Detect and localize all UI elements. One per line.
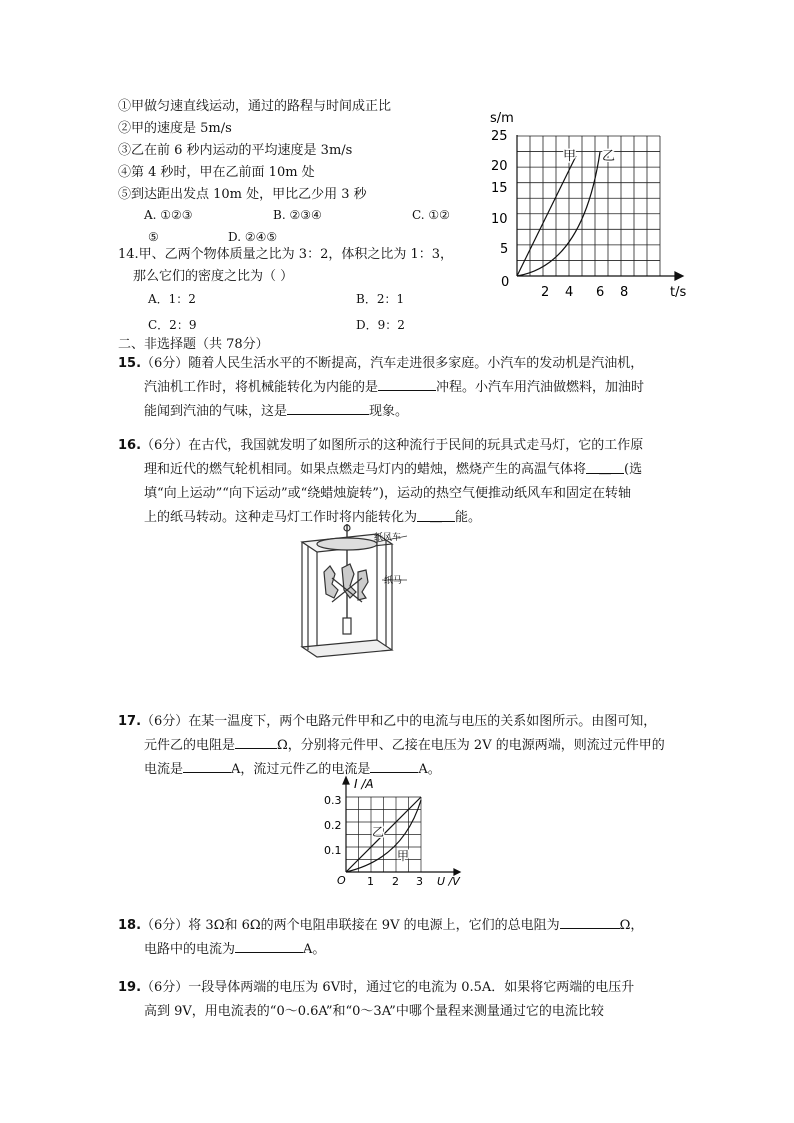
- q17-text-5: A，流过元件乙的电流是: [231, 762, 371, 777]
- q14-line2: 那么它们的密度之比为（ ）: [133, 269, 294, 284]
- q15-blank-1[interactable]: [378, 376, 436, 391]
- option-c-continued: ⑤: [148, 230, 159, 244]
- y-tick-0-2: 0.2: [324, 819, 342, 832]
- q17-text-1: （6分）在某一温度下，两个电路元件甲和乙中的电流与电压的关系如图所示。由图可知，: [141, 714, 657, 729]
- q19-number: 19.: [118, 980, 142, 995]
- graph1-origin: 0: [501, 275, 510, 290]
- x-tick-3: 3: [416, 875, 423, 888]
- graph2-origin: O: [337, 874, 346, 887]
- q15-number: 15.: [118, 356, 142, 371]
- graph2-label-jia: 甲: [397, 849, 410, 863]
- x-tick-4: 4: [565, 285, 574, 300]
- graph2-y-arrow: [343, 777, 349, 784]
- q16-blank-2[interactable]: ___: [417, 507, 455, 522]
- q15-text-4: 能闻到汽油的气味，这是: [144, 404, 288, 419]
- q14-option-b[interactable]: B．2：1: [356, 292, 405, 306]
- current-voltage-graph: [318, 774, 468, 892]
- y-tick-5: 5: [500, 242, 509, 257]
- graph1-x-arrow: [675, 272, 683, 280]
- graph1-label-yi: 乙: [602, 149, 616, 164]
- graph1-grid: [517, 136, 660, 276]
- q14-line1: 14.甲、乙两个物体质量之比为 3：2，体积之比为 1：3，: [118, 247, 454, 262]
- q18-text-2: Ω，: [619, 918, 644, 933]
- graph1-x-label: t/s: [670, 285, 687, 300]
- label-paper-horse: 纸马: [384, 576, 403, 586]
- statement-1: ①甲做匀速直线运动，通过的路程与时间成正比: [118, 99, 392, 114]
- statement-3: ③乙在前 6 秒内运动的平均速度是 3m/s: [118, 143, 353, 158]
- q18-number: 18.: [118, 918, 142, 933]
- q15: [118, 352, 678, 424]
- q17-text-2: 元件乙的电阻是: [144, 738, 236, 753]
- option-b[interactable]: B. ②③④: [273, 208, 322, 222]
- option-a[interactable]: A. ①②③: [144, 208, 193, 222]
- x-tick-6: 6: [596, 285, 605, 300]
- y-tick-10: 10: [491, 212, 508, 227]
- section-2-heading: 二、非选择题（共 78分）: [118, 337, 269, 352]
- x-tick-1: 1: [367, 875, 374, 888]
- statement-2: ②甲的速度是 5m/s: [118, 121, 232, 136]
- x-tick-8: 8: [620, 285, 629, 300]
- statement-4: ④第 4 秒时，甲在乙前面 10m 处: [118, 165, 315, 180]
- q18: [118, 914, 678, 962]
- q15-text-5: 现象。: [369, 404, 409, 419]
- graph1-y-label: s/m: [490, 111, 514, 126]
- q16-number: 16.: [118, 438, 142, 453]
- q19: [118, 976, 678, 1024]
- q14-option-c[interactable]: C．2：9: [148, 318, 197, 332]
- y-tick-0-3: 0.3: [324, 794, 342, 807]
- q15-blank-2[interactable]: [287, 400, 369, 415]
- q17-text-3: Ω，分别将元件甲、乙接在电压为 2V 的电源两端，则流过元件甲的: [277, 738, 665, 753]
- q17-text-4: 电流是: [144, 762, 184, 777]
- q16-text-3: (选: [624, 462, 643, 477]
- q19-text-1: （6分）一段导体两端的电压为 6V时，通过它的电流为 0.5A．如果将它两端的电压升: [141, 980, 635, 995]
- q18-blank-1[interactable]: [560, 914, 620, 929]
- paper-windmill: [317, 538, 377, 550]
- graph2-x-label: U /V: [437, 875, 460, 888]
- q15-text-1: （6分）随着人民生活水平的不断提高，汽车走进很多家庭。小汽车的发动机是汽油机，: [141, 356, 644, 371]
- candle: [343, 618, 351, 634]
- q16: [118, 434, 678, 530]
- line-jia: [517, 156, 576, 276]
- option-d[interactable]: D. ②④⑤: [228, 230, 278, 244]
- q17-text-6: A。: [418, 762, 441, 777]
- q15-text-2: 汽油机工作时，将机械能转化为内能的是: [144, 380, 379, 395]
- q18-blank-2[interactable]: [235, 938, 303, 953]
- x-tick-2: 2: [541, 285, 550, 300]
- lantern-bottom-frame: [302, 640, 392, 657]
- q18-text-4: A。: [303, 942, 326, 957]
- y-tick-15: 15: [491, 181, 508, 196]
- q17-number: 17.: [118, 714, 142, 729]
- distance-time-graph: [470, 100, 700, 300]
- q16-text-4: 填“向上运动”“向下运动”或“绕蜡烛旋转”)，运动的热空气便推动纸风车和固定在转轴: [144, 486, 631, 501]
- y-tick-25: 25: [491, 129, 508, 144]
- q16-blank-1[interactable]: ___: [586, 459, 624, 474]
- q17: [118, 710, 678, 782]
- q18-text-3: 电路中的电流为: [144, 942, 236, 957]
- y-tick-20: 20: [491, 159, 508, 174]
- statement-5: ⑤到达距出发点 10m 处，甲比乙少用 3 秒: [118, 187, 367, 202]
- q16-text-1: （6分）在古代，我国就发明了如图所示的这种流行于民间的玩具式走马灯，它的工作原: [141, 438, 644, 453]
- graph2-label-yi: 乙: [372, 825, 385, 839]
- x-tick-2v: 2: [392, 875, 399, 888]
- label-paper-windmill: 纸风车: [374, 533, 402, 543]
- q17-blank-3[interactable]: [370, 758, 418, 773]
- paper-horse: [358, 570, 368, 600]
- q16-text-6: 能。: [455, 510, 482, 525]
- q18-text-1: （6分）将 3Ω和 6Ω的两个电阻串联接在 9V 的电源上，它们的总电阻为: [141, 918, 560, 933]
- q17-blank-1[interactable]: [235, 734, 277, 749]
- q19-text-2: 高到 9V，用电流表的“0～0.6A”和“0～3A”中哪个量程来测量通过它的电流比较: [144, 1004, 604, 1019]
- q14-option-d[interactable]: D．9：2: [356, 318, 405, 332]
- option-c[interactable]: C. ①②: [412, 208, 450, 222]
- graph2-y-label: I /A: [354, 777, 374, 791]
- q14-option-a[interactable]: A．1：2: [148, 292, 196, 306]
- q15-text-3: 冲程。小汽车用汽油做燃料，加油时: [436, 380, 645, 395]
- y-tick-0-1: 0.1: [324, 844, 342, 857]
- q16-text-5: 上的纸马转动。这种走马灯工作时将内能转化为: [144, 510, 418, 525]
- q17-blank-2[interactable]: [183, 758, 231, 773]
- q16-text-2: 理和近代的燃气轮机相同。如果点燃走马灯内的蜡烛，燃烧产生的高温气体将: [144, 462, 587, 477]
- graph1-label-jia: 甲: [563, 149, 577, 164]
